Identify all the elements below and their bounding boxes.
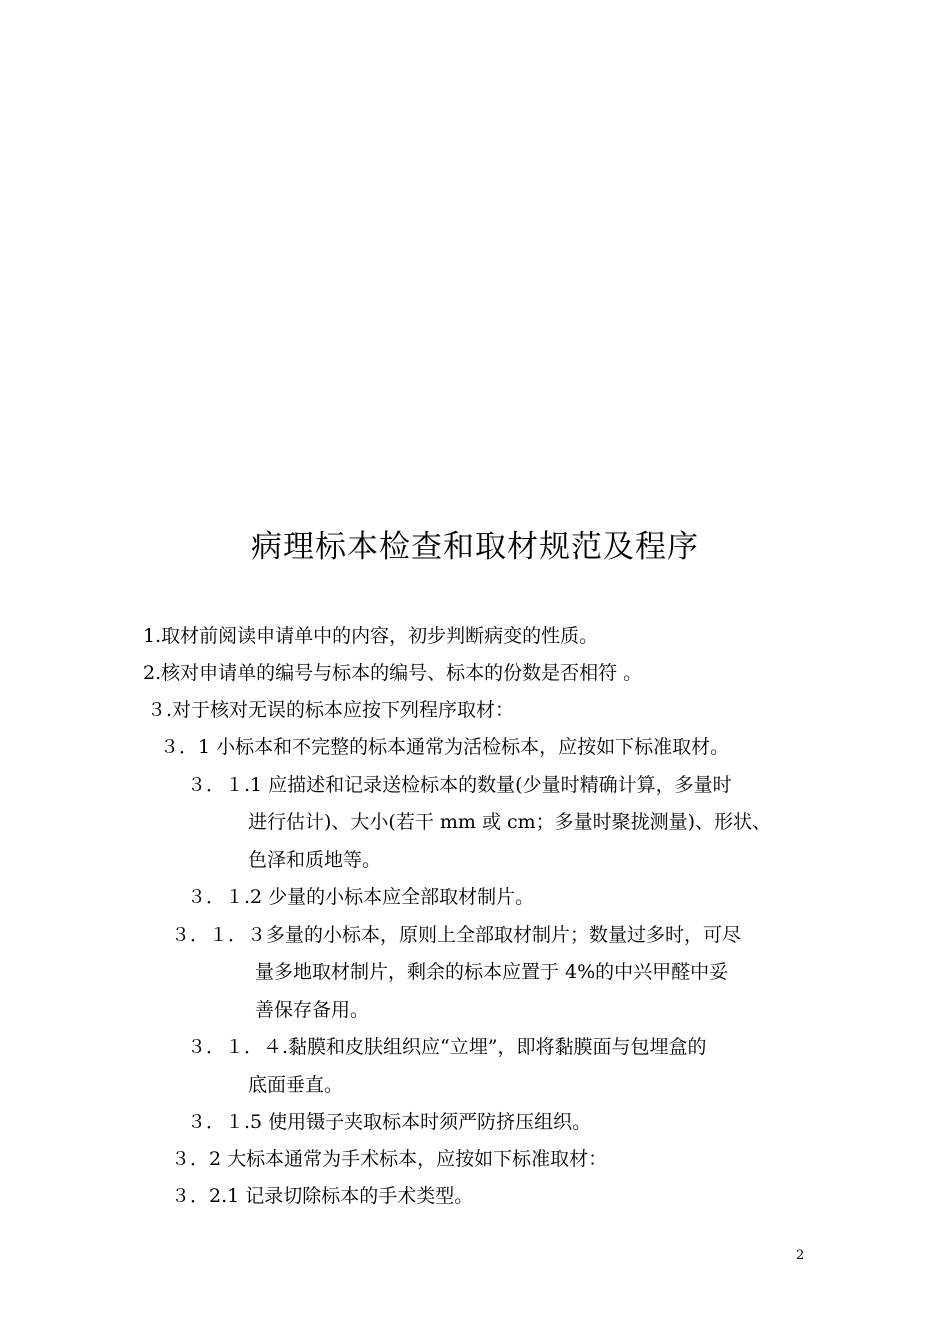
paragraph-line-3-1-4-cont: 底面垂直。 [248, 1074, 344, 1096]
paragraph-line-3-1-1-cont-1: 进行估计)、大小(若干 mm 或 cm；多量时聚拢测量)、形状、 [248, 811, 772, 833]
paragraph-line-3: ３.对于核对无误的标本应按下列程序取材： [147, 699, 515, 721]
paragraph-line-3-1-3-cont-2: 善保存备用。 [255, 999, 370, 1021]
paragraph-line-3-2-1: ３．2.1 记录切除标本的手术类型。 [171, 1185, 474, 1207]
paragraph-line-3-2: ３．2 大标本通常为手术标本，应按如下标准取材： [171, 1148, 608, 1170]
paragraph-line-3-1-1-cont-2: 色泽和质地等。 [248, 849, 382, 871]
paragraph-line-3-1-3: ３．１．３多量的小标本，原则上全部取材制片；数量过多时，可尽 [171, 924, 742, 946]
paragraph-line-3-1-4: ３．１．４.黏膜和皮肤组织应“立埋”，即将黏膜面与包埋盒的 [187, 1036, 707, 1058]
page-number: 2 [796, 1248, 805, 1263]
paragraph-line-1: 1.取材前阅读申请单中的内容，初步判断病变的性质。 [143, 625, 599, 647]
paragraph-line-3-1-3-cont-1: 量多地取材制片，剩余的标本应置于 4%的中兴甲醛中妥 [255, 961, 729, 983]
paragraph-line-3-1-2: ３．１.2 少量的小标本应全部取材制片。 [187, 886, 535, 908]
paragraph-line-3-1-5: ３．１.5 使用镊子夹取标本时须严防挤压组织。 [187, 1111, 592, 1133]
paragraph-line-3-1: ３．1 小标本和不完整的标本通常为活检标本，应按如下标准取材。 [160, 736, 730, 758]
document-title: 病理标本检查和取材规范及程序 [251, 529, 699, 565]
paragraph-line-2: 2.核对申请单的编号与标本的编号、标本的份数是否相符 。 [143, 662, 643, 684]
paragraph-line-3-1-1: ３．１.1 应描述和记录送检标本的数量(少量时精确计算，多量时 [187, 774, 732, 796]
